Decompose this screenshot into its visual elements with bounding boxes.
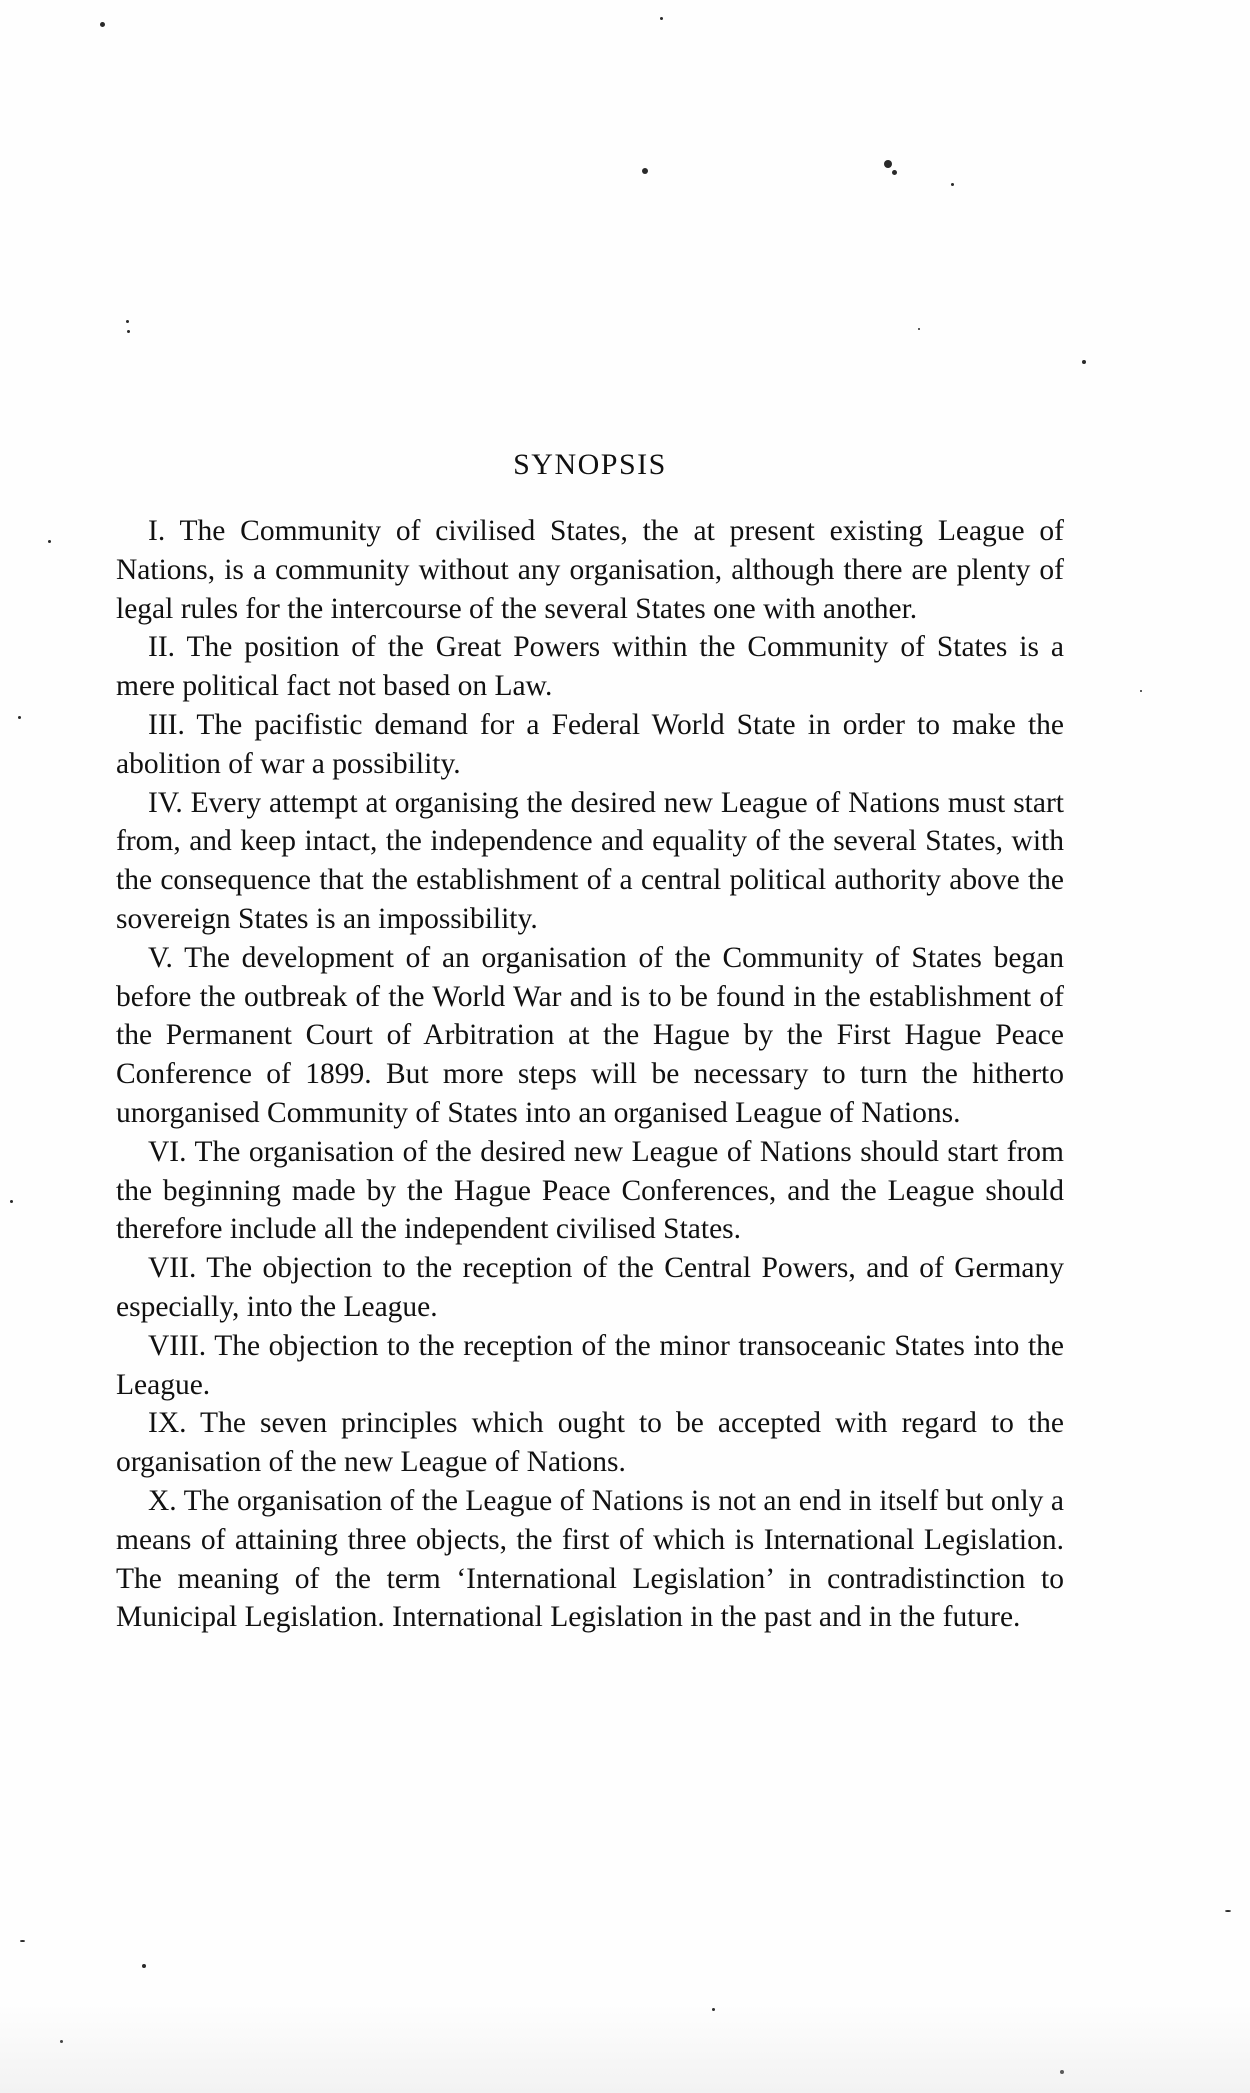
section-numeral: I. [148,515,166,547]
section-text: The objection to the reception of the minor transoceanic States into the League. [116,1329,1064,1401]
synopsis-item [116,939,1064,1133]
page-title: SYNOPSIS [513,448,667,481]
section-text: The pacifistic demand for a Federal World State in order to make the abolition of war a possibility. [116,708,1065,780]
section-numeral: X. [148,1484,177,1517]
section-text: The development of an organisation of the Community of States began before the outbreak of the World War and is to be found in the establishment of the Permanent Court of Arbitration at the Hague by the First Hague Peace Conference of 1899. But more steps will be necessary to turn the hitherto unorganised Community of States into an organised League of Nations. [116,941,1065,1129]
synopsis-item [116,1249,1064,1327]
section-text: Every attempt at organising the desired new League of Nations must start from, and keep intact, the independence and equality of the several States, with the consequence that the establishment of a central political authority above the sovereign States is an impossibility. [116,786,1064,935]
section-numeral: VI. [148,1135,187,1168]
synopsis-item [116,784,1064,939]
section-numeral: IX. [148,1407,187,1440]
section-text: The organisation of the desired new League of Nations should start from the beginning made by the Hague Peace Conferences, and the League should therefore include all the independent civilised States. [116,1135,1065,1246]
synopsis-item [116,628,1064,706]
synopsis-item [116,1327,1064,1405]
section-numeral: IV. [148,786,183,819]
section-text: The Community of civilised States, the at present existing League of Nations, is a community without any organisation, although there are plenty of legal rules for the intercourse of the several States one with another. [116,515,1065,625]
section-numeral: II. [148,631,176,664]
section-numeral: V. [148,941,173,974]
section-numeral: VII. [148,1252,197,1285]
section-text: The seven principles which ought to be accepted with regard to the organisation of the new League of Nations. [116,1407,1065,1479]
synopsis-item [116,512,1064,628]
synopsis-body [116,512,1064,1637]
synopsis-item [116,706,1064,784]
page-bottom-edge [0,2003,1250,2093]
section-numeral: III. [148,708,185,741]
synopsis-item [116,1133,1064,1249]
synopsis-item [116,1404,1064,1482]
synopsis-item [116,1482,1064,1637]
section-text: The position of the Great Powers within the Community of States is a mere political fact not based on Law. [116,631,1064,703]
section-text: The organisation of the League of Nations is not an end in itself but only a means of attaining three objects, the first of which is International Legislation. The meaning of the term ‘International Legislation’ in contradistinction to Municipal Legislation. International Legislation in the past and in the future. [116,1484,1064,1634]
section-numeral: VIII. [148,1329,207,1362]
section-text: The objection to the reception of the Central Powers, and of Germany especially, into the League. [116,1252,1064,1323]
